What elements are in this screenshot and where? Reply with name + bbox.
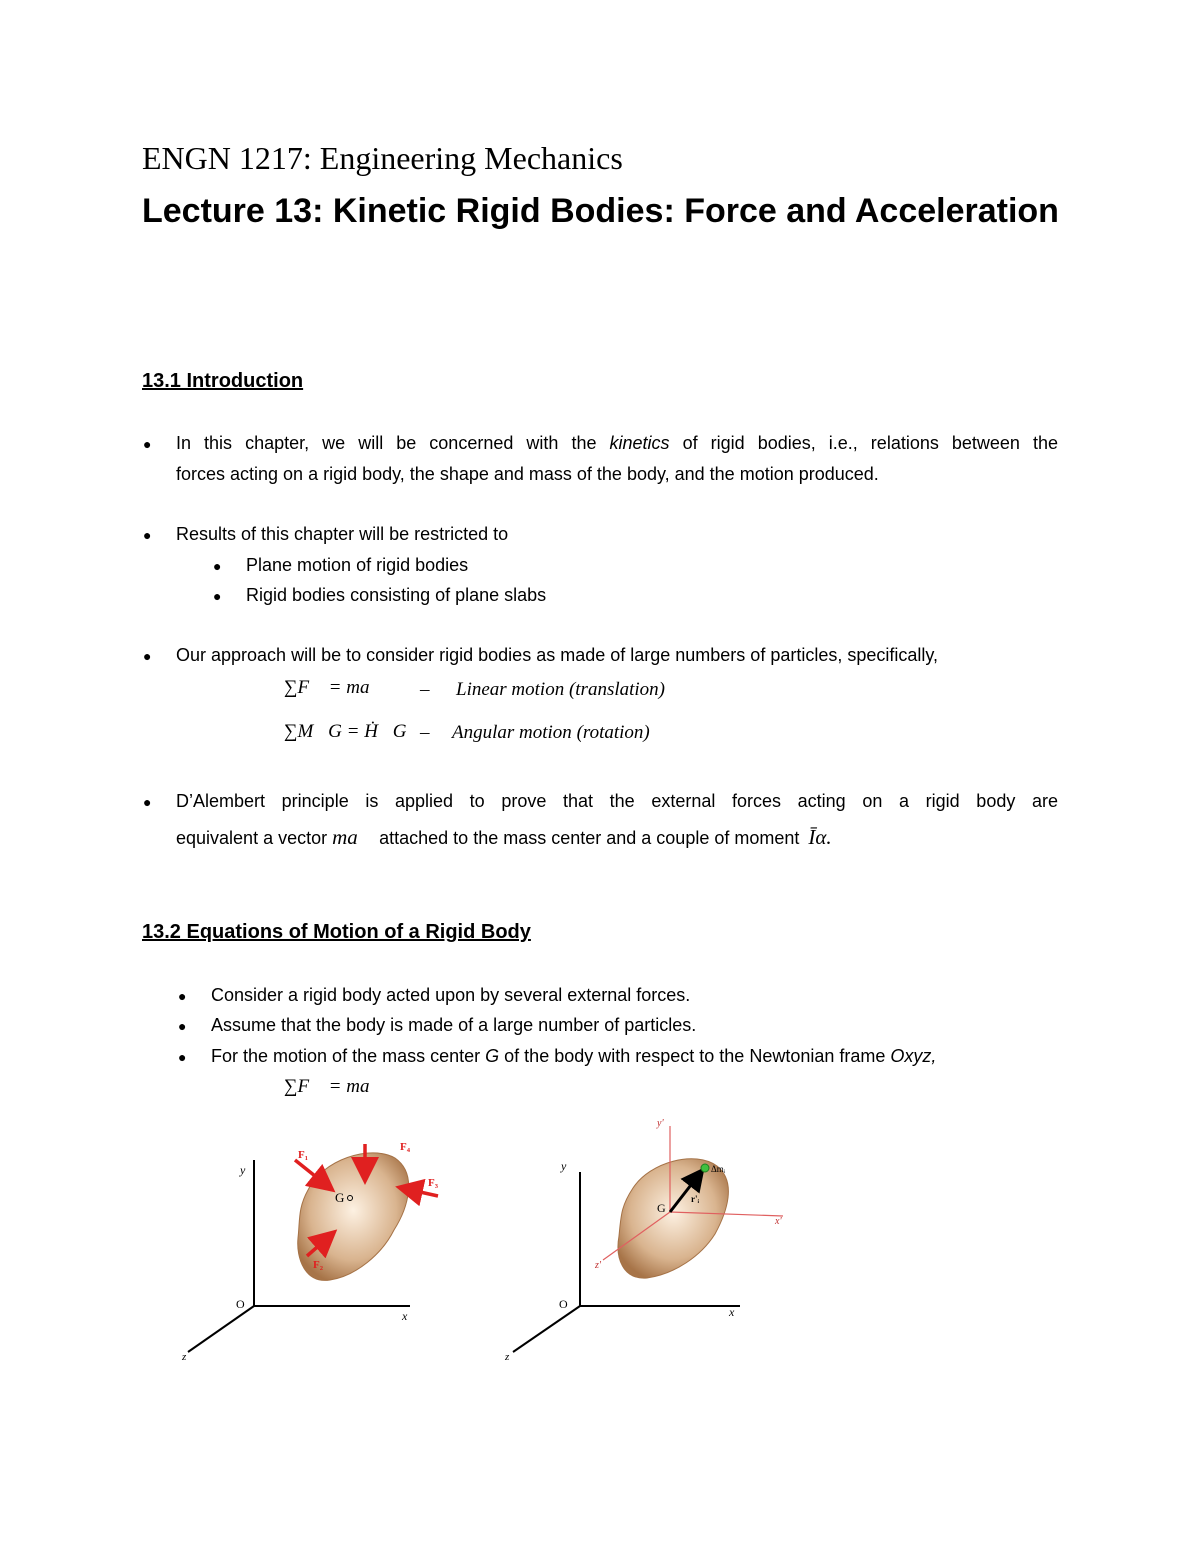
equation-linear-lhs: ∑F⃗ = ma⃗: [284, 677, 385, 698]
axis-x-prime-label: x': [775, 1216, 782, 1227]
figure-external-forces: [170, 1130, 470, 1370]
bullet-icon: ●: [213, 558, 222, 574]
section-heading-introduction: 13.1 Introduction: [142, 370, 304, 392]
equation-linear-desc: Linear motion (translation): [456, 679, 666, 700]
center-label: G: [657, 1201, 666, 1215]
particle-point: [701, 1164, 709, 1172]
equation-angular-lhs: ∑M⃗G = Ḣ⃗G: [284, 721, 407, 742]
bullet-icon: ●: [143, 794, 152, 810]
figure-centroidal-frame: [495, 1112, 805, 1374]
bullet-icon: ●: [178, 1018, 187, 1034]
force-label-f3: F₃: [428, 1177, 439, 1189]
force-label-f1: F₁: [298, 1149, 309, 1161]
lecture-title: Lecture 13: Kinetic Rigid Bodies: Force and Acceleration: [142, 192, 1059, 230]
intro-bullet1-line2: forces acting on a rigid body, the shape and mass of the body, and the motion produced.: [176, 464, 879, 484]
bullet-icon: ●: [178, 1049, 187, 1065]
force-label-f2: F₂: [313, 1259, 324, 1271]
intro-bullet1-line1: In this chapter, we will be concerned with the kinetics of rigid bodies, i.e., relations between the: [176, 433, 1058, 453]
bullet-icon: ●: [143, 436, 152, 452]
equation-linear-dash: –: [420, 679, 430, 700]
axis-z-label: z: [182, 1351, 187, 1363]
axis-z-line: [188, 1306, 254, 1352]
course-title: ENGN 1217: Engineering Mechanics: [142, 140, 623, 176]
origin-label: O: [559, 1297, 568, 1311]
axis-y-label: y: [240, 1163, 246, 1177]
axis-z-label: z: [505, 1351, 510, 1363]
axis-x-label: x: [402, 1309, 408, 1323]
particle-label: Δmᵢ: [711, 1164, 726, 1174]
intro-bullet3: Our approach will be to consider rigid bodies as made of large numbers of particles, specifically,: [176, 645, 939, 665]
intro-bullet4-line2: equivalent a vector ma⃗ attached to the mass center and a couple of moment Īα.: [176, 825, 832, 849]
equation-angular-dash: –: [420, 722, 430, 743]
position-vector-label: r'ᵢ: [691, 1194, 700, 1204]
bullet-icon: ●: [143, 648, 152, 664]
equation-mass-center: ∑F⃗ = ma⃗: [284, 1076, 385, 1097]
eom-bullet2: Assume that the body is made of a large number of particles.: [211, 1015, 697, 1035]
section-heading-equations-of-motion: 13.2 Equations of Motion of a Rigid Body: [142, 921, 531, 943]
force-label-f4: F₄: [400, 1141, 411, 1153]
axis-z-line: [513, 1306, 580, 1352]
eom-bullet3: For the motion of the mass center G of the body with respect to the Newtonian frame Oxyz,: [211, 1046, 937, 1066]
origin-label: O: [236, 1297, 245, 1311]
intro-bullet4-line1: D’Alembert principle is applied to prove that the external forces acting on a rigid body are: [176, 791, 1058, 811]
eom-bullet1: Consider a rigid body acted upon by several external forces.: [211, 985, 691, 1005]
equation-angular-desc: Angular motion (rotation): [452, 722, 650, 743]
center-label: G: [335, 1190, 345, 1205]
axis-x-label: x: [729, 1305, 735, 1319]
intro-sub-bullet1: Plane motion of rigid bodies: [246, 555, 469, 575]
intro-bullet2: Results of this chapter will be restricted to: [176, 524, 509, 544]
bullet-icon: ●: [178, 988, 187, 1004]
bullet-icon: ●: [143, 527, 152, 543]
axis-z-prime-label: z': [595, 1260, 602, 1271]
rigid-body: [618, 1159, 728, 1278]
axis-y-label: y: [561, 1159, 567, 1173]
axis-y-prime-label: y': [657, 1118, 664, 1129]
bullet-icon: ●: [213, 588, 222, 604]
intro-sub-bullet2: Rigid bodies consisting of plane slabs: [246, 585, 547, 605]
